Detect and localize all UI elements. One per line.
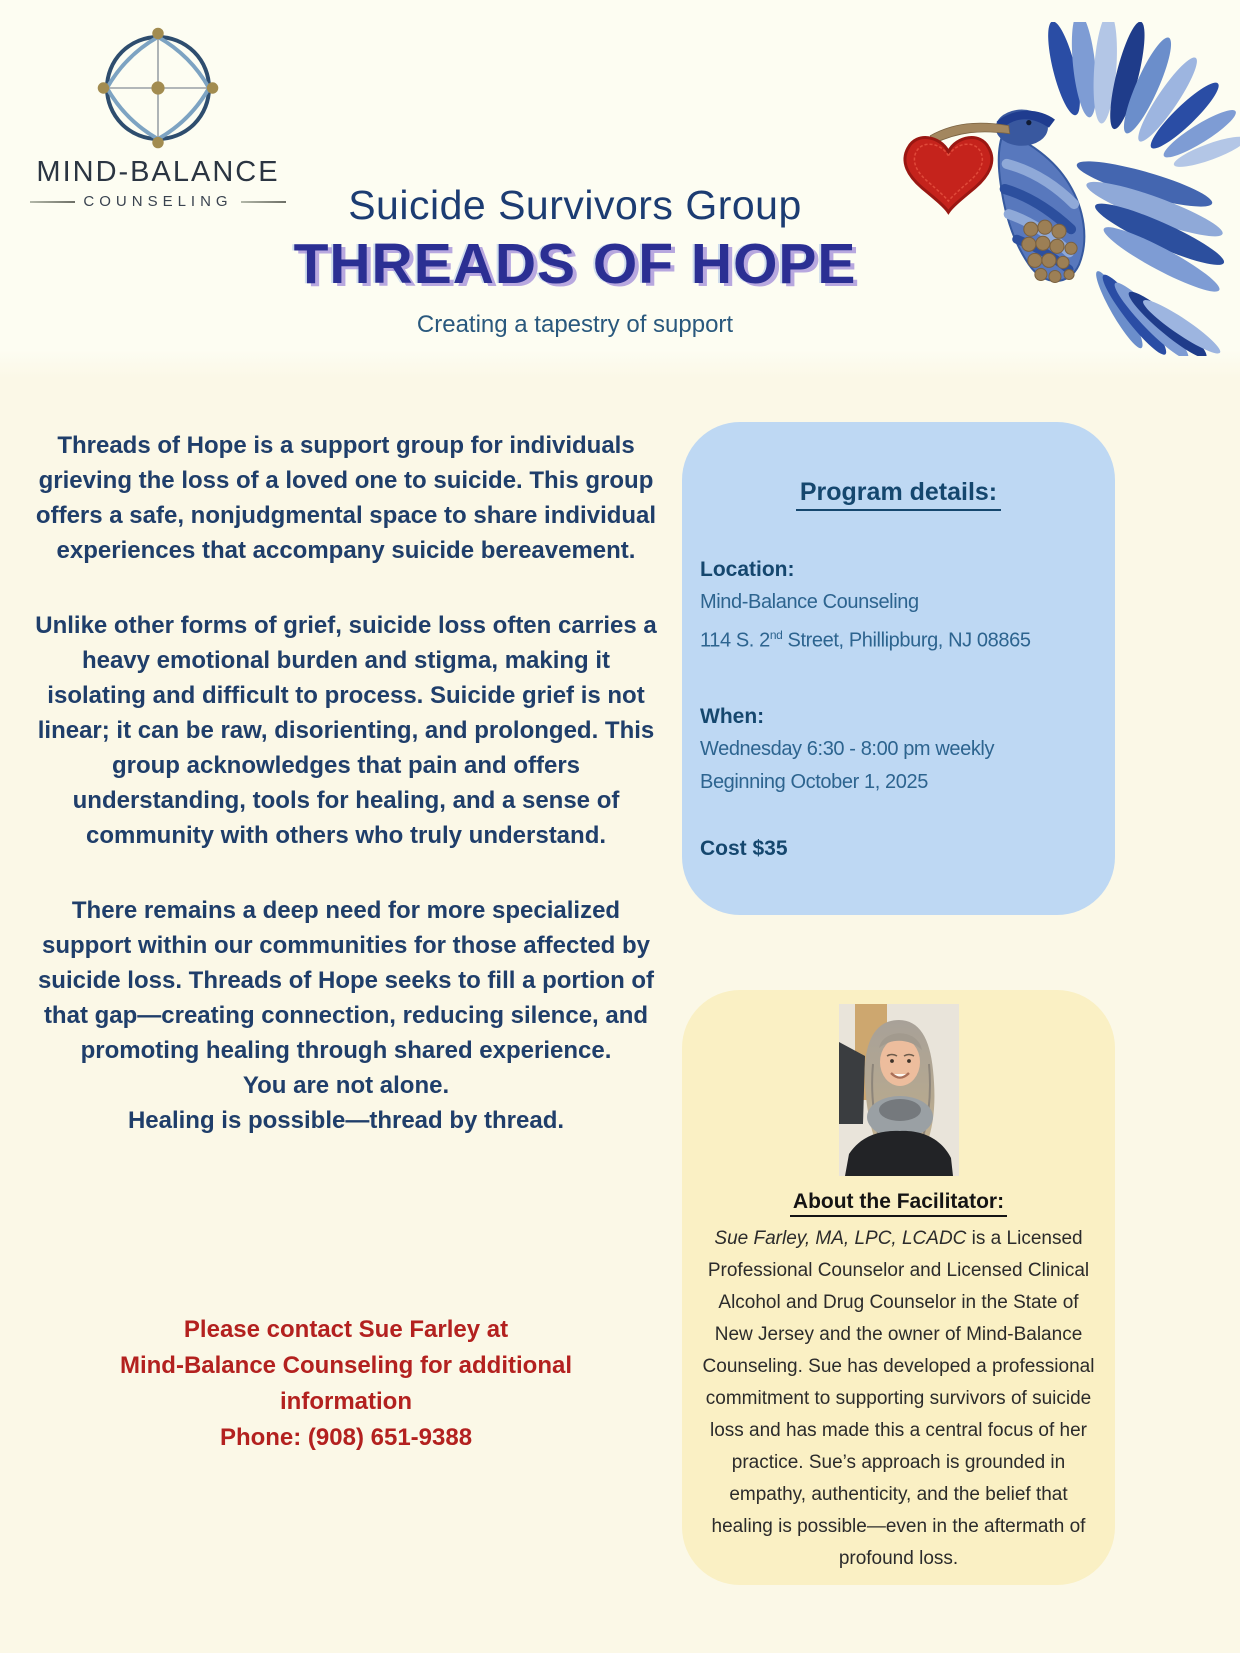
page-subtitle: Creating a tapestry of support: [416, 311, 734, 338]
mind-balance-logo: [30, 22, 286, 210]
facilitator-heading: [702, 1190, 1095, 1217]
intro-section: [30, 428, 662, 1138]
location-label: Location:: [700, 558, 795, 581]
mind-balance-logo-icon: [92, 22, 224, 154]
facilitator-heading-text: About the Facilitator:: [790, 1190, 1007, 1217]
address-street: Street, Phillipburg, NJ 08865: [782, 629, 1031, 652]
contact-phone: Phone: (908) 651-9388: [219, 1424, 473, 1451]
facilitator-photo: [839, 1004, 959, 1176]
heart-icon: [905, 138, 992, 213]
address-number: 114 S. 2: [700, 629, 770, 652]
address-ordinal: nd: [769, 628, 783, 642]
wing-feathers: [1042, 22, 1240, 172]
facilitator-bio-text: is a Licensed Professional Counselor and Licensed Clinical Alcohol and Drug Counselor in the State of New Jersey and the owner of Mind-Balance Counseling. Sue has developed a professional commitment to supporting survivors of suicide loss and has made this a central focus of her practice. Sue’s approach is grounded in empathy, authenticity, and the belief that healing is possible—even in the aftermath of profound loss.: [702, 1228, 1095, 1569]
location-address: [700, 619, 1097, 658]
bird-eye: [1026, 120, 1031, 125]
intro-paragraph-3: There remains a deep need for more specialized support within our communities for those affected by suicide loss. Threads of Hope seeks to fill a portion of that gap—creating connection, reducing silence, and promoting healing through shared experience.: [37, 897, 655, 1064]
when-schedule: Wednesday 6:30 - 8:00 pm weekly: [700, 737, 995, 760]
location-name: Mind-Balance Counseling: [700, 591, 919, 613]
tagline-1: You are not alone.: [242, 1072, 450, 1099]
contact-line-1: Please contact Sue Farley at: [183, 1316, 509, 1343]
when-label: When:: [700, 704, 765, 728]
intro-paragraph-1: Threads of Hope is a support group for individuals grieving the loss of a loved one to suicide. This group offers a safe, nonjudgmental space to share individual experiences that accompany suicide bereavement.: [35, 432, 657, 564]
logo-dash-left: [30, 201, 75, 203]
location-section: [700, 553, 1097, 658]
tagline-2: Healing is possible—thread by thread.: [127, 1107, 565, 1134]
contact-block: [30, 1312, 662, 1456]
facilitator-bio: [702, 1223, 1095, 1575]
contact-line-2: Mind-Balance Counseling for additional: [119, 1352, 572, 1379]
program-details-heading: [700, 478, 1097, 511]
logo-name: MIND-BALANCE: [36, 156, 280, 188]
facilitator-box: [682, 990, 1115, 1585]
when-start-date: Beginning October 1, 2025: [700, 770, 928, 793]
program-details-box: [682, 422, 1115, 915]
cost-label: Cost $35: [700, 836, 788, 860]
group-label: Suicide Survivors Group: [348, 182, 802, 228]
page-title: THREADS OF HOPE: [293, 232, 857, 296]
logo-tagline-row: [30, 193, 286, 210]
logo-tagline: COUNSELING: [83, 193, 233, 210]
intro-paragraph-2: Unlike other forms of grief, suicide loss often carries a heavy emotional burden and stigma, making it isolating and difficult to process. Suicide grief is not linear; it can be raw, disorienting, and prolonged. This group acknowledges that pain and offers understanding, tools for healing, and a sense of community with others who truly understand.: [35, 612, 657, 849]
contact-line-3: information: [280, 1388, 412, 1415]
header-titles: [250, 182, 900, 339]
when-section: [700, 700, 1097, 799]
hummingbird-illustration: [878, 22, 1240, 356]
program-details-heading-text: Program details:: [796, 478, 1001, 511]
facilitator-name-credentials: Sue Farley, MA, LPC, LCADC: [714, 1228, 967, 1249]
